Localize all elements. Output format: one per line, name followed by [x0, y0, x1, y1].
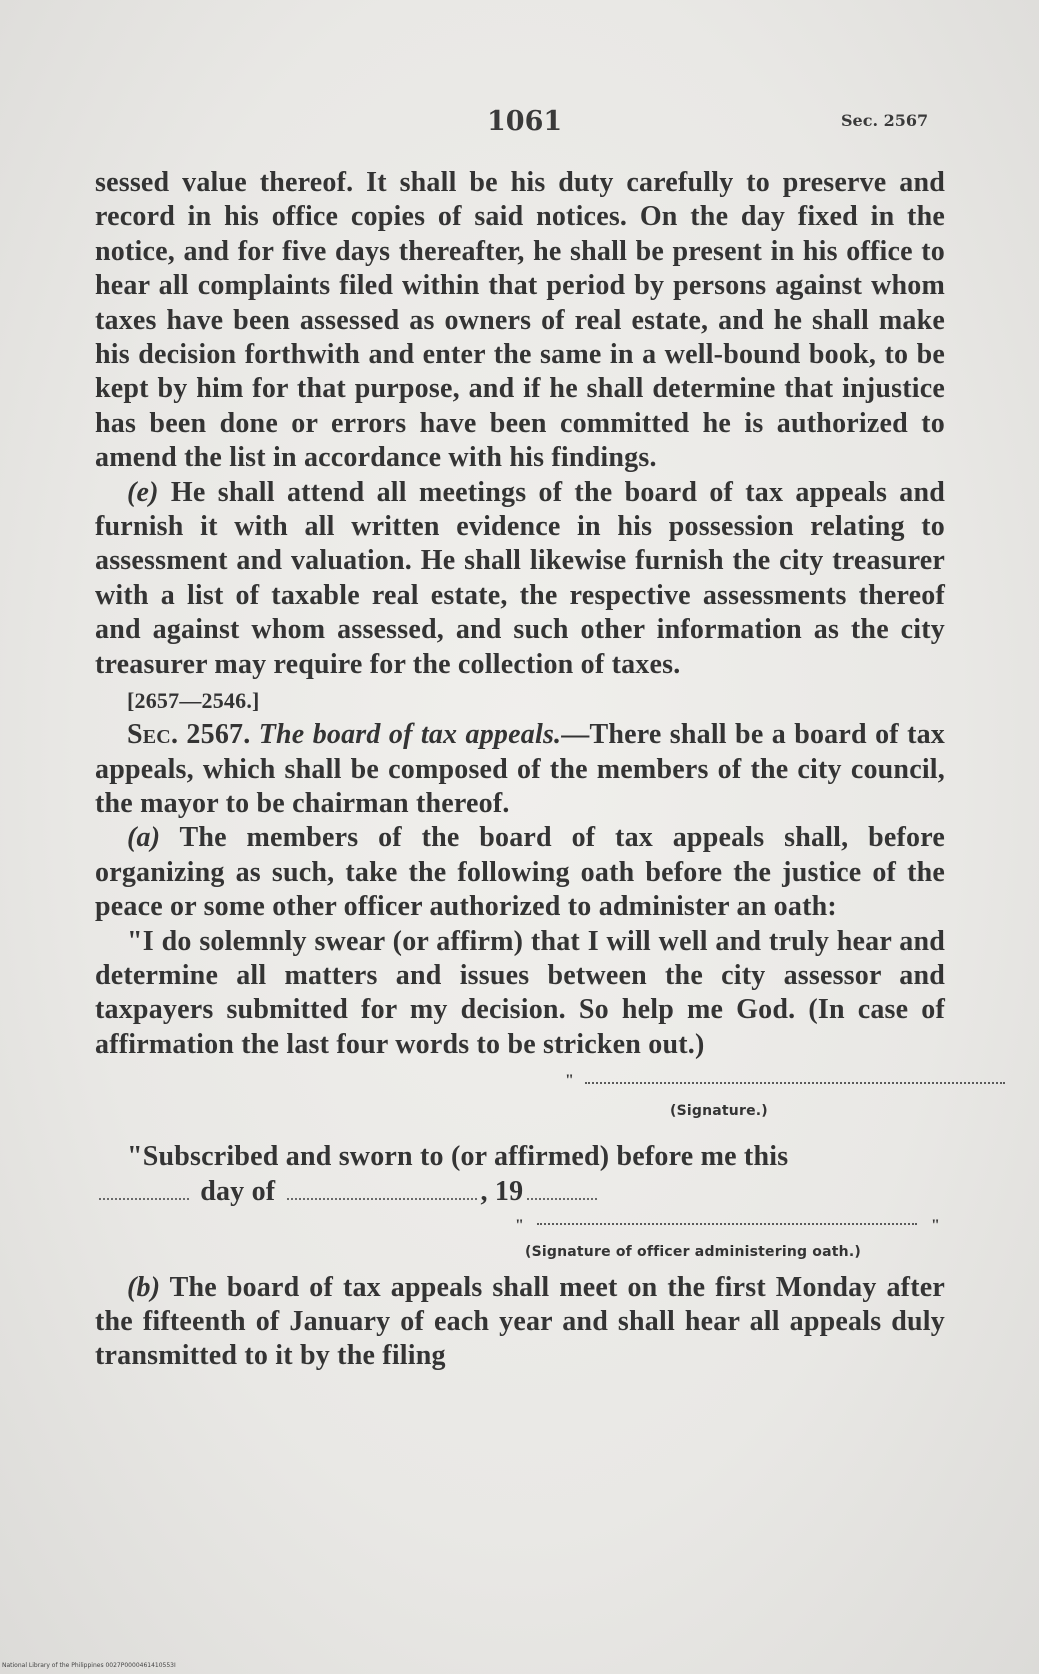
officer-signature-line — [537, 1223, 917, 1225]
signature-block — [95, 1062, 945, 1140]
day-blank — [99, 1198, 189, 1200]
paragraph-text: The board of tax appeals shall meet on the first Monday after the fifteenth of January of each year and shall hear all appeals duly transmitted to it by the filing — [95, 1271, 945, 1372]
paragraph-e — [95, 476, 945, 682]
signature-caption: (Signature.) — [670, 1103, 768, 1120]
page-number: 1061 — [487, 106, 563, 137]
section-2567 — [95, 718, 945, 821]
day-of-label: day of — [200, 1175, 276, 1207]
signature-open-quote: " — [565, 1072, 575, 1090]
paragraph-text: The members of the board of tax appeals shall, before organizing as such, take the following oath before the justice of the peace or some other officer authorized to administer an oath: — [95, 822, 945, 923]
year-blank — [527, 1198, 597, 1200]
officer-signature-block — [95, 1209, 945, 1271]
page-header — [0, 106, 1039, 146]
paragraph-b — [95, 1271, 945, 1374]
oath-text: "I do solemnly swear (or affirm) that I will well and truly hear and determine all matters and issues between the city assessor and taxpayers submitted for my decision. So help me God. (In case of affirmation the last four words to be stricken out.) — [95, 925, 945, 1060]
paragraph-a — [95, 821, 945, 924]
paragraph-continuation: sessed value thereof. It shall be his duty carefully to preserve and record in his office copies of said notices. On the day fixed in the notice, and for five days thereafter, he shall be present in his office to hear all complaints filed within that period by persons against whom taxes have been assessed as owners of real estate, and he shall make his decision forthwith and enter the same in a well-bound book, to be kept by him for that purpose, and if he shall determine that injustice has been done or errors have been committed he is authorized to amend the list in accordance with his findings. — [95, 167, 945, 474]
section-title: The board of tax appeals. — [258, 719, 562, 751]
officer-signature-caption: (Signature of officer administering oath.) — [525, 1243, 861, 1260]
paragraph-label: (e) — [127, 476, 159, 508]
citation: [2657—2546.] — [127, 688, 260, 714]
signature-open-quote: " — [515, 1216, 525, 1234]
paragraph-label: (b) — [127, 1271, 161, 1303]
scan-footer: National Library of the Philippines 0027P0000461410553I — [2, 1662, 176, 1669]
signature-line — [585, 1082, 1005, 1084]
body-text — [95, 166, 945, 1374]
section-label: Sec. 2567. — [127, 719, 251, 751]
month-blank — [287, 1198, 477, 1200]
section-text: —There shall be a board of tax appeals, which shall be composed of the members of the city council, the mayor to be chairman thereof. — [95, 719, 945, 819]
paragraph-label: (a) — [127, 822, 161, 854]
signature-close-quote: " — [931, 1216, 941, 1234]
sworn-date-line — [95, 1175, 945, 1209]
paragraph-text: He shall attend all meetings of the board of tax appeals and furnish it with all written evidence in his possession relating to assessment and valuation. He shall likewise furnish the city treasurer with a list of taxable real estate, the respective assessments thereof and against whom assessed, and such other information as the city treasurer may require for the collection of taxes. — [95, 476, 946, 680]
section-reference: Sec. 2567 — [841, 111, 929, 130]
sworn-statement: "Subscribed and sworn to (or affirmed) before me this — [127, 1141, 789, 1173]
year-label: , 19 — [480, 1175, 524, 1207]
